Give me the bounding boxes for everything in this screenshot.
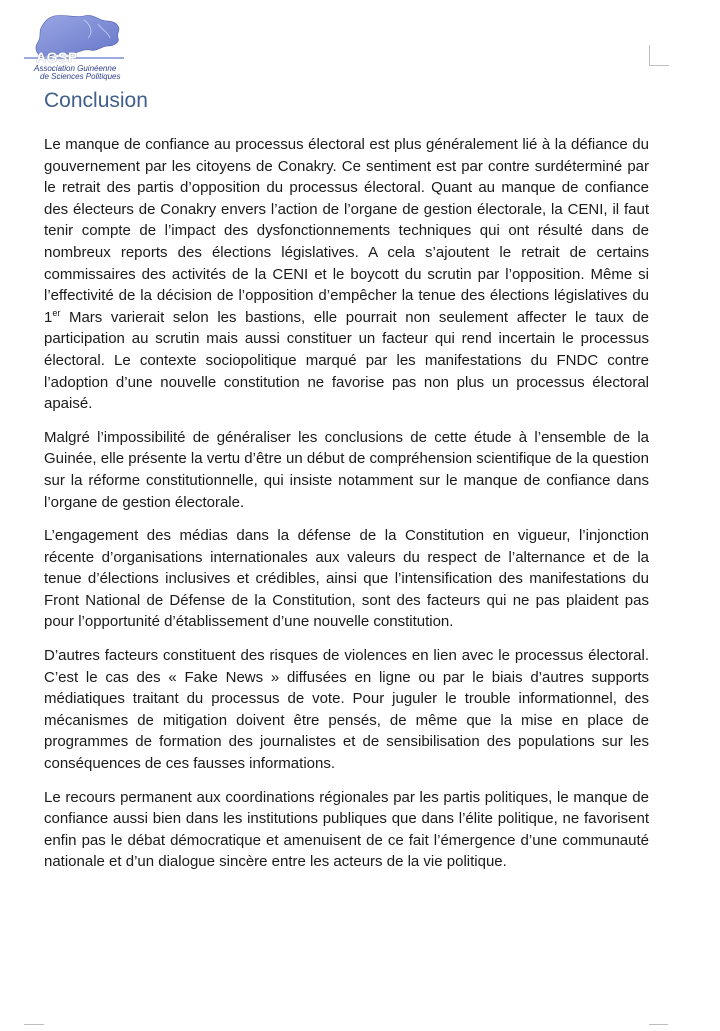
paragraph-1-part-b: Mars varierait selon les bastions, elle pourrait non seulement affecter le taux de participation au scrutin mais aussi constituer un facteur qui rend incertain le processus électoral. Le contexte sociopolitique marqué par les manifestations du FNDC contre l’adoption d’une nouvelle constitution ne favorise pas non plus un processus électoral apaisé. xyxy=(44,308,649,413)
paragraph-3: L’engagement des médias dans la défense de la Constitution en vigueur, l’injonction récente d’organisations internationales aux valeurs du respect de l’alternance et de la tenue d’élections inclusives et crédibles, ainsi que l’intensification des manifestations du Front National de Défense de la Constitution, sont des facteurs qui ne pas plaident pas pour l’opportunité d’établissement d’une nouvelle constitution. xyxy=(44,527,649,631)
section-heading: Conclusion xyxy=(44,89,148,112)
paragraph-5: Le recours permanent aux coordinations régionales par les partis politiques, le manque de confiance aussi bien dans les institutions publiques que dans l’élite politique, ne favorisent enfin pas le débat démocratique et amenuisent de ce fait l’émergence d’une communauté nationale et d’un dialogue sincère entre les acteurs de la vie politique. xyxy=(44,788,649,871)
paragraph-1-part-a: Le manque de confiance au processus électoral est plus généralement lié à la défiance du gouvernement par les citoyens de Conakry. Ce sentiment est par contre surdéterminé par le retrait des partis d’opposition du processus électoral. Quant au manque de confiance des électeurs de Conakry envers l’action de l’organe de gestion électorale, la CENI, il faut tenir compte de l’impact des dysfonctionnements techniques qui ont résulté dans de nombreux reports des élections législatives. A cela s’ajoutent le retrait de certains commissaires des activités de la CENI et le boycott du scrutin par l’opposition. Même si l’effectivité de la décision de l’opposition d’empêcher la tenue des élections législatives du 1 xyxy=(44,136,649,326)
body-text xyxy=(44,134,649,885)
logo-abbreviation: AGSP xyxy=(36,49,78,65)
ordinal-superscript: er xyxy=(52,307,61,318)
logo-subtitle-line2: de Sciences Politiques xyxy=(40,72,121,81)
agsp-logo xyxy=(24,12,124,80)
logo-subtitle-line1: Association Guinéenne xyxy=(34,64,117,73)
crop-mark-top-right xyxy=(649,45,669,66)
paragraph-4: D’autres facteurs constituent des risques de violences en lien avec le processus électoral. C’est le cas des « Fake News » diffusées en ligne ou par le biais d’autres supports médiatiques traitant du processus de vote. Pour juguler le trouble informationnel, des mécanismes de mitigation doivent être pensés, de même que la mise en place de programmes de formation des journalistes et de sensibilisation des populations sur les conséquences de ces fausses informations. xyxy=(44,647,649,773)
paragraph-2: Malgré l’impossibilité de généraliser les conclusions de cette étude à l’ensemble de la Guinée, elle présente la vertu d’être un début de compréhension scientifique de la question sur la réforme constitutionnelle, qui insiste notamment sur le manque de confiance dans l’organe de gestion électorale. xyxy=(44,428,649,511)
crop-mark-bottom-left xyxy=(24,1024,44,1031)
paragraph-1 xyxy=(44,134,649,415)
crop-mark-bottom-right xyxy=(649,1024,668,1031)
